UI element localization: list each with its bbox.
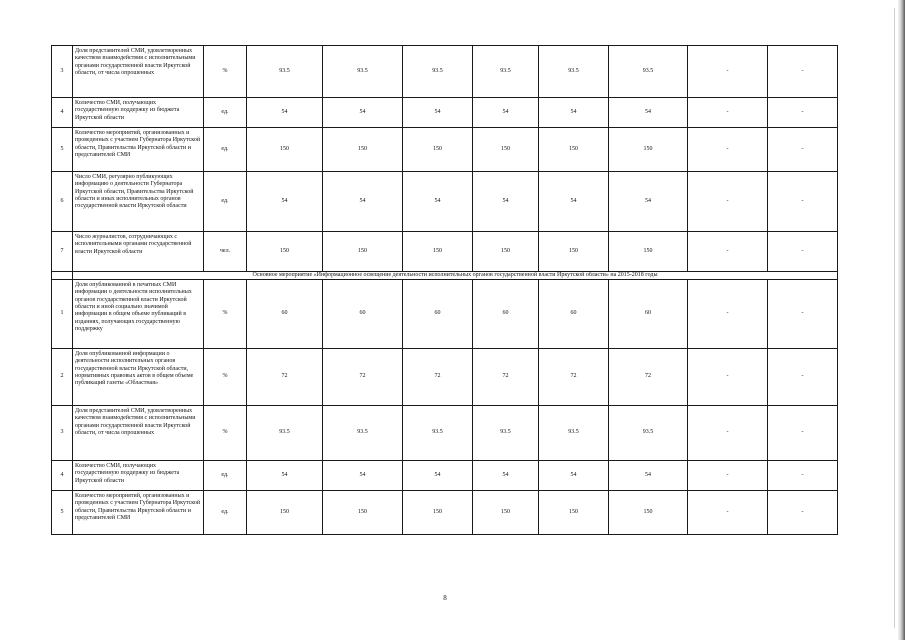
indicator-name: Доля опубликованной информации о деятельности исполнительных органов государственной власти Иркутской области, нормативных правовых актов в общем объеме публикаций газеты «Областная» [73,349,204,406]
table-row [52,128,838,172]
value-cell: 93.5 [323,46,403,98]
value-cell: 150 [247,491,323,535]
value-cell: 93.5 [539,406,609,461]
value-cell: 150 [609,491,688,535]
value-cell: 150 [323,128,403,172]
table-row [52,280,838,349]
value-cell: - [768,128,838,172]
value-cell: 150 [323,491,403,535]
value-cell: - [768,349,838,406]
value-cell: 54 [403,461,473,491]
row-number: 2 [52,349,73,406]
value-cell: 72 [403,349,473,406]
indicator-name: Количество мероприятий, организованных и проведенных с участием Губернатора Иркутской области, Правительства Иркутской области и представителей СМИ [73,491,204,535]
value-cell: - [688,349,768,406]
indicator-name: Доля представителей СМИ, удовлетворенных качеством взаимодействия с исполнительными органами государственной власти Иркутской области, от числа опрошенных [73,406,204,461]
unit-cell: чел. [204,232,247,272]
table-row [52,349,838,406]
value-cell: - [688,461,768,491]
value-cell: - [688,280,768,349]
indicators-table-body [52,46,838,535]
value-cell: 150 [247,128,323,172]
row-number: 3 [52,46,73,98]
value-cell: 93.5 [403,406,473,461]
indicator-name: Количество мероприятий, организованных и проведенных с участием Губернатора Иркутской области, Правительства Иркутской области и представителей СМИ [73,128,204,172]
value-cell: 72 [609,349,688,406]
value-cell: 150 [473,128,539,172]
table-row [52,46,838,98]
value-cell: 54 [609,98,688,128]
table-row [52,461,838,491]
value-cell: 93.5 [539,46,609,98]
value-cell: 54 [539,461,609,491]
value-cell: 54 [247,461,323,491]
unit-cell: % [204,280,247,349]
value-cell: 93.5 [609,406,688,461]
value-cell: 60 [323,280,403,349]
value-cell: 54 [323,98,403,128]
value-cell: 93.5 [403,46,473,98]
value-cell: - [688,172,768,232]
row-number [52,272,73,280]
value-cell: 150 [539,232,609,272]
row-number: 5 [52,128,73,172]
unit-cell: ед. [204,172,247,232]
unit-cell: % [204,46,247,98]
unit-cell: ед. [204,491,247,535]
unit-cell: ед. [204,461,247,491]
value-cell: 54 [473,461,539,491]
value-cell: - [688,46,768,98]
value-cell: 54 [403,172,473,232]
value-cell: 72 [323,349,403,406]
value-cell: 150 [403,232,473,272]
value-cell: - [768,280,838,349]
indicator-name: Доля опубликованной в печатных СМИ информации о деятельности исполнительных органов государственной власти Иркутской области и иной социально значимой информации в общем объеме публикаций в изданиях, получающих государственную поддержку [73,280,204,349]
value-cell: - [768,491,838,535]
value-cell: 150 [473,232,539,272]
value-cell: 72 [473,349,539,406]
value-cell: 60 [247,280,323,349]
value-cell: 150 [609,128,688,172]
row-number: 4 [52,461,73,491]
value-cell: - [768,172,838,232]
value-cell: - [768,406,838,461]
value-cell: 54 [323,172,403,232]
table-row [52,232,838,272]
value-cell: 60 [473,280,539,349]
value-cell: 93.5 [473,46,539,98]
table-row [52,98,838,128]
value-cell: 60 [539,280,609,349]
value-cell: 93.5 [609,46,688,98]
value-cell: 54 [539,98,609,128]
section-title: Основное мероприятие «Информационное освещение деятельности исполнительных органов государственной власти Иркутской области» на 2015-2018 годы [73,272,838,280]
unit-cell: % [204,406,247,461]
row-number: 6 [52,172,73,232]
value-cell: 72 [247,349,323,406]
table-row [52,491,838,535]
value-cell: 54 [473,172,539,232]
value-cell: 150 [473,491,539,535]
scan-edge [898,0,905,640]
table-row [52,406,838,461]
value-cell: 93.5 [247,46,323,98]
unit-cell: % [204,349,247,406]
value-cell: - [688,232,768,272]
value-cell: 150 [539,128,609,172]
value-cell: 150 [403,128,473,172]
indicators-table [51,45,838,535]
unit-cell: ед. [204,128,247,172]
value-cell: 150 [539,491,609,535]
row-number: 7 [52,232,73,272]
value-cell: - [688,491,768,535]
page-number: 8 [443,594,447,602]
indicator-name: Количество СМИ, получающих государственную поддержку из бюджета Иркутской области [73,461,204,491]
value-cell: 60 [403,280,473,349]
value-cell: - [768,232,838,272]
value-cell: 60 [609,280,688,349]
value-cell: 150 [323,232,403,272]
indicator-name: Количество СМИ, получающих государственную поддержку из бюджета Иркутской области [73,98,204,128]
value-cell: - [688,128,768,172]
value-cell: 54 [403,98,473,128]
value-cell: - [688,406,768,461]
value-cell: - [768,98,838,128]
value-cell: 54 [609,461,688,491]
table-row [52,172,838,232]
scan-shadow-line [894,8,895,628]
indicator-name: Число журналистов, сотрудничающих с исполнительными органами государственной власти Иркутской области [73,232,204,272]
row-number: 5 [52,491,73,535]
row-number: 3 [52,406,73,461]
value-cell: 54 [247,98,323,128]
value-cell: 54 [473,98,539,128]
value-cell: 150 [403,491,473,535]
section-header-row [52,272,838,280]
value-cell: - [688,98,768,128]
value-cell: - [768,46,838,98]
value-cell: - [768,461,838,491]
value-cell: 150 [247,232,323,272]
value-cell: 54 [323,461,403,491]
unit-cell: ед. [204,98,247,128]
indicator-name: Доля представителей СМИ, удовлетворенных качеством взаимодействия с исполнительными органами государственной власти Иркутской области, от числа опрошенных [73,46,204,98]
indicator-name: Число СМИ, регулярно публикующих информацию о деятельности Губернатора Иркутской области, Правительства Иркутской области и иных исполнительных органов государственной власти Иркутской области [73,172,204,232]
value-cell: 72 [539,349,609,406]
value-cell: 93.5 [323,406,403,461]
value-cell: 54 [539,172,609,232]
value-cell: 93.5 [247,406,323,461]
value-cell: 93.5 [473,406,539,461]
value-cell: 54 [609,172,688,232]
value-cell: 54 [247,172,323,232]
row-number: 4 [52,98,73,128]
value-cell: 150 [609,232,688,272]
row-number: 1 [52,280,73,349]
